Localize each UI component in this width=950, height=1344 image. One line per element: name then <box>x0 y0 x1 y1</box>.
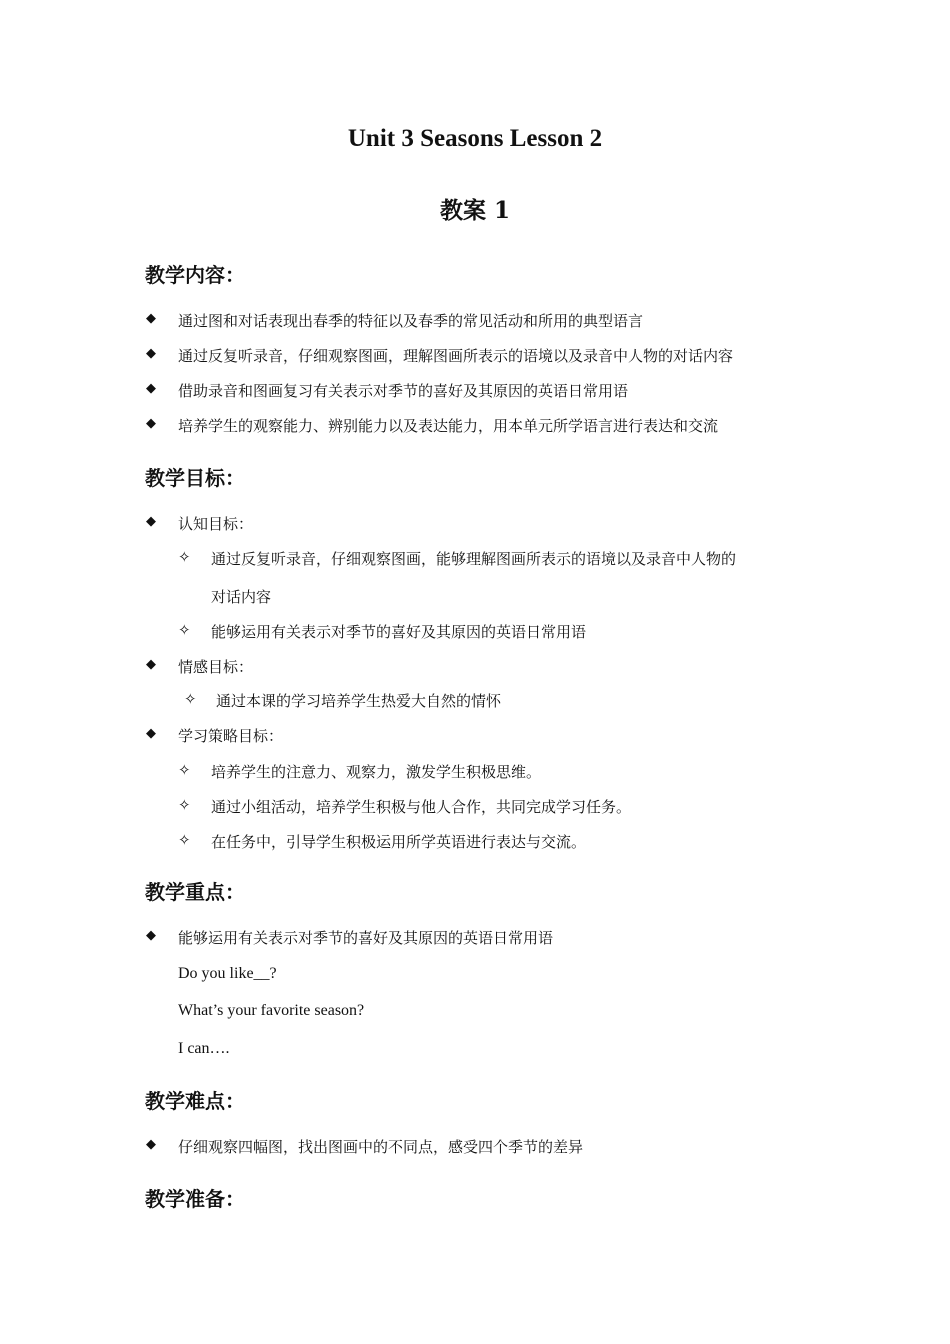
example-sentence-2: What’s your favorite season? <box>178 1002 365 1019</box>
star-bullet-icon: ✧ <box>178 796 191 814</box>
content-item-2: 通过反复听录音，仔细观察图画，理解图画所表示的语境以及录音中人物的对话内容 <box>178 347 734 365</box>
diamond-bullet-icon: ◆ <box>146 514 156 529</box>
document-title: Unit 3 Seasons Lesson 2 <box>347 125 603 152</box>
goal-strategy-label: 学习策略目标： <box>178 727 284 745</box>
star-bullet-icon: ✧ <box>178 761 191 779</box>
section-heading-difficulties: 教学难点： <box>145 1089 245 1113</box>
diamond-bullet-icon: ◆ <box>146 726 156 741</box>
goal-strategy-sub2: 通过小组活动，培养学生积极与他人合作，共同完成学习任务。 <box>211 798 632 816</box>
diamond-bullet-icon: ◆ <box>146 1137 156 1152</box>
example-sentence-1: Do you like__? <box>178 965 277 982</box>
diamond-bullet-icon: ◆ <box>146 928 156 943</box>
example-sentence-3: I can…. <box>178 1040 230 1057</box>
star-bullet-icon: ✧ <box>178 621 191 639</box>
content-item-3: 借助录音和图画复习有关表示对季节的喜好及其原因的英语日常用语 <box>178 382 629 400</box>
star-bullet-icon: ✧ <box>178 831 191 849</box>
diamond-bullet-icon: ◆ <box>146 311 156 326</box>
goal-emotional-label: 情感目标： <box>178 658 254 676</box>
goal-strategy-sub1: 培养学生的注意力、观察力，激发学生积极思维。 <box>211 763 542 781</box>
goal-cognitive-sub1-cont: 对话内容 <box>211 588 272 606</box>
diamond-bullet-icon: ◆ <box>146 381 156 396</box>
goal-cognitive-sub2: 能够运用有关表示对季节的喜好及其原因的英语日常用语 <box>211 623 587 641</box>
diamond-bullet-icon: ◆ <box>146 346 156 361</box>
key-point-item: 能够运用有关表示对季节的喜好及其原因的英语日常用语 <box>178 929 554 947</box>
section-heading-key-points: 教学重点： <box>145 880 245 904</box>
goal-cognitive-sub1: 通过反复听录音，仔细观察图画，能够理解图画所表示的语境以及录音中人物的 <box>211 550 737 568</box>
difficulty-item: 仔细观察四幅图，找出图画中的不同点，感受四个季节的差异 <box>178 1138 584 1156</box>
diamond-bullet-icon: ◆ <box>146 657 156 672</box>
star-bullet-icon: ✧ <box>184 690 197 708</box>
content-item-4: 培养学生的观察能力、辨别能力以及表达能力，用本单元所学语言进行表达和交流 <box>178 417 719 435</box>
goal-emotional-sub1: 通过本课的学习培养学生热爱大自然的情怀 <box>216 692 502 710</box>
document-subtitle: 教案 1 <box>439 197 510 224</box>
goal-strategy-sub3: 在任务中，引导学生积极运用所学英语进行表达与交流。 <box>211 833 587 851</box>
section-heading-preparation: 教学准备： <box>145 1187 245 1211</box>
diamond-bullet-icon: ◆ <box>146 416 156 431</box>
content-item-1: 通过图和对话表现出春季的特征以及春季的常见活动和所用的典型语言 <box>178 312 644 330</box>
star-bullet-icon: ✧ <box>178 548 191 566</box>
section-heading-content: 教学内容： <box>145 263 245 287</box>
goal-cognitive-label: 认知目标： <box>178 515 254 533</box>
section-heading-goals: 教学目标： <box>145 466 245 490</box>
